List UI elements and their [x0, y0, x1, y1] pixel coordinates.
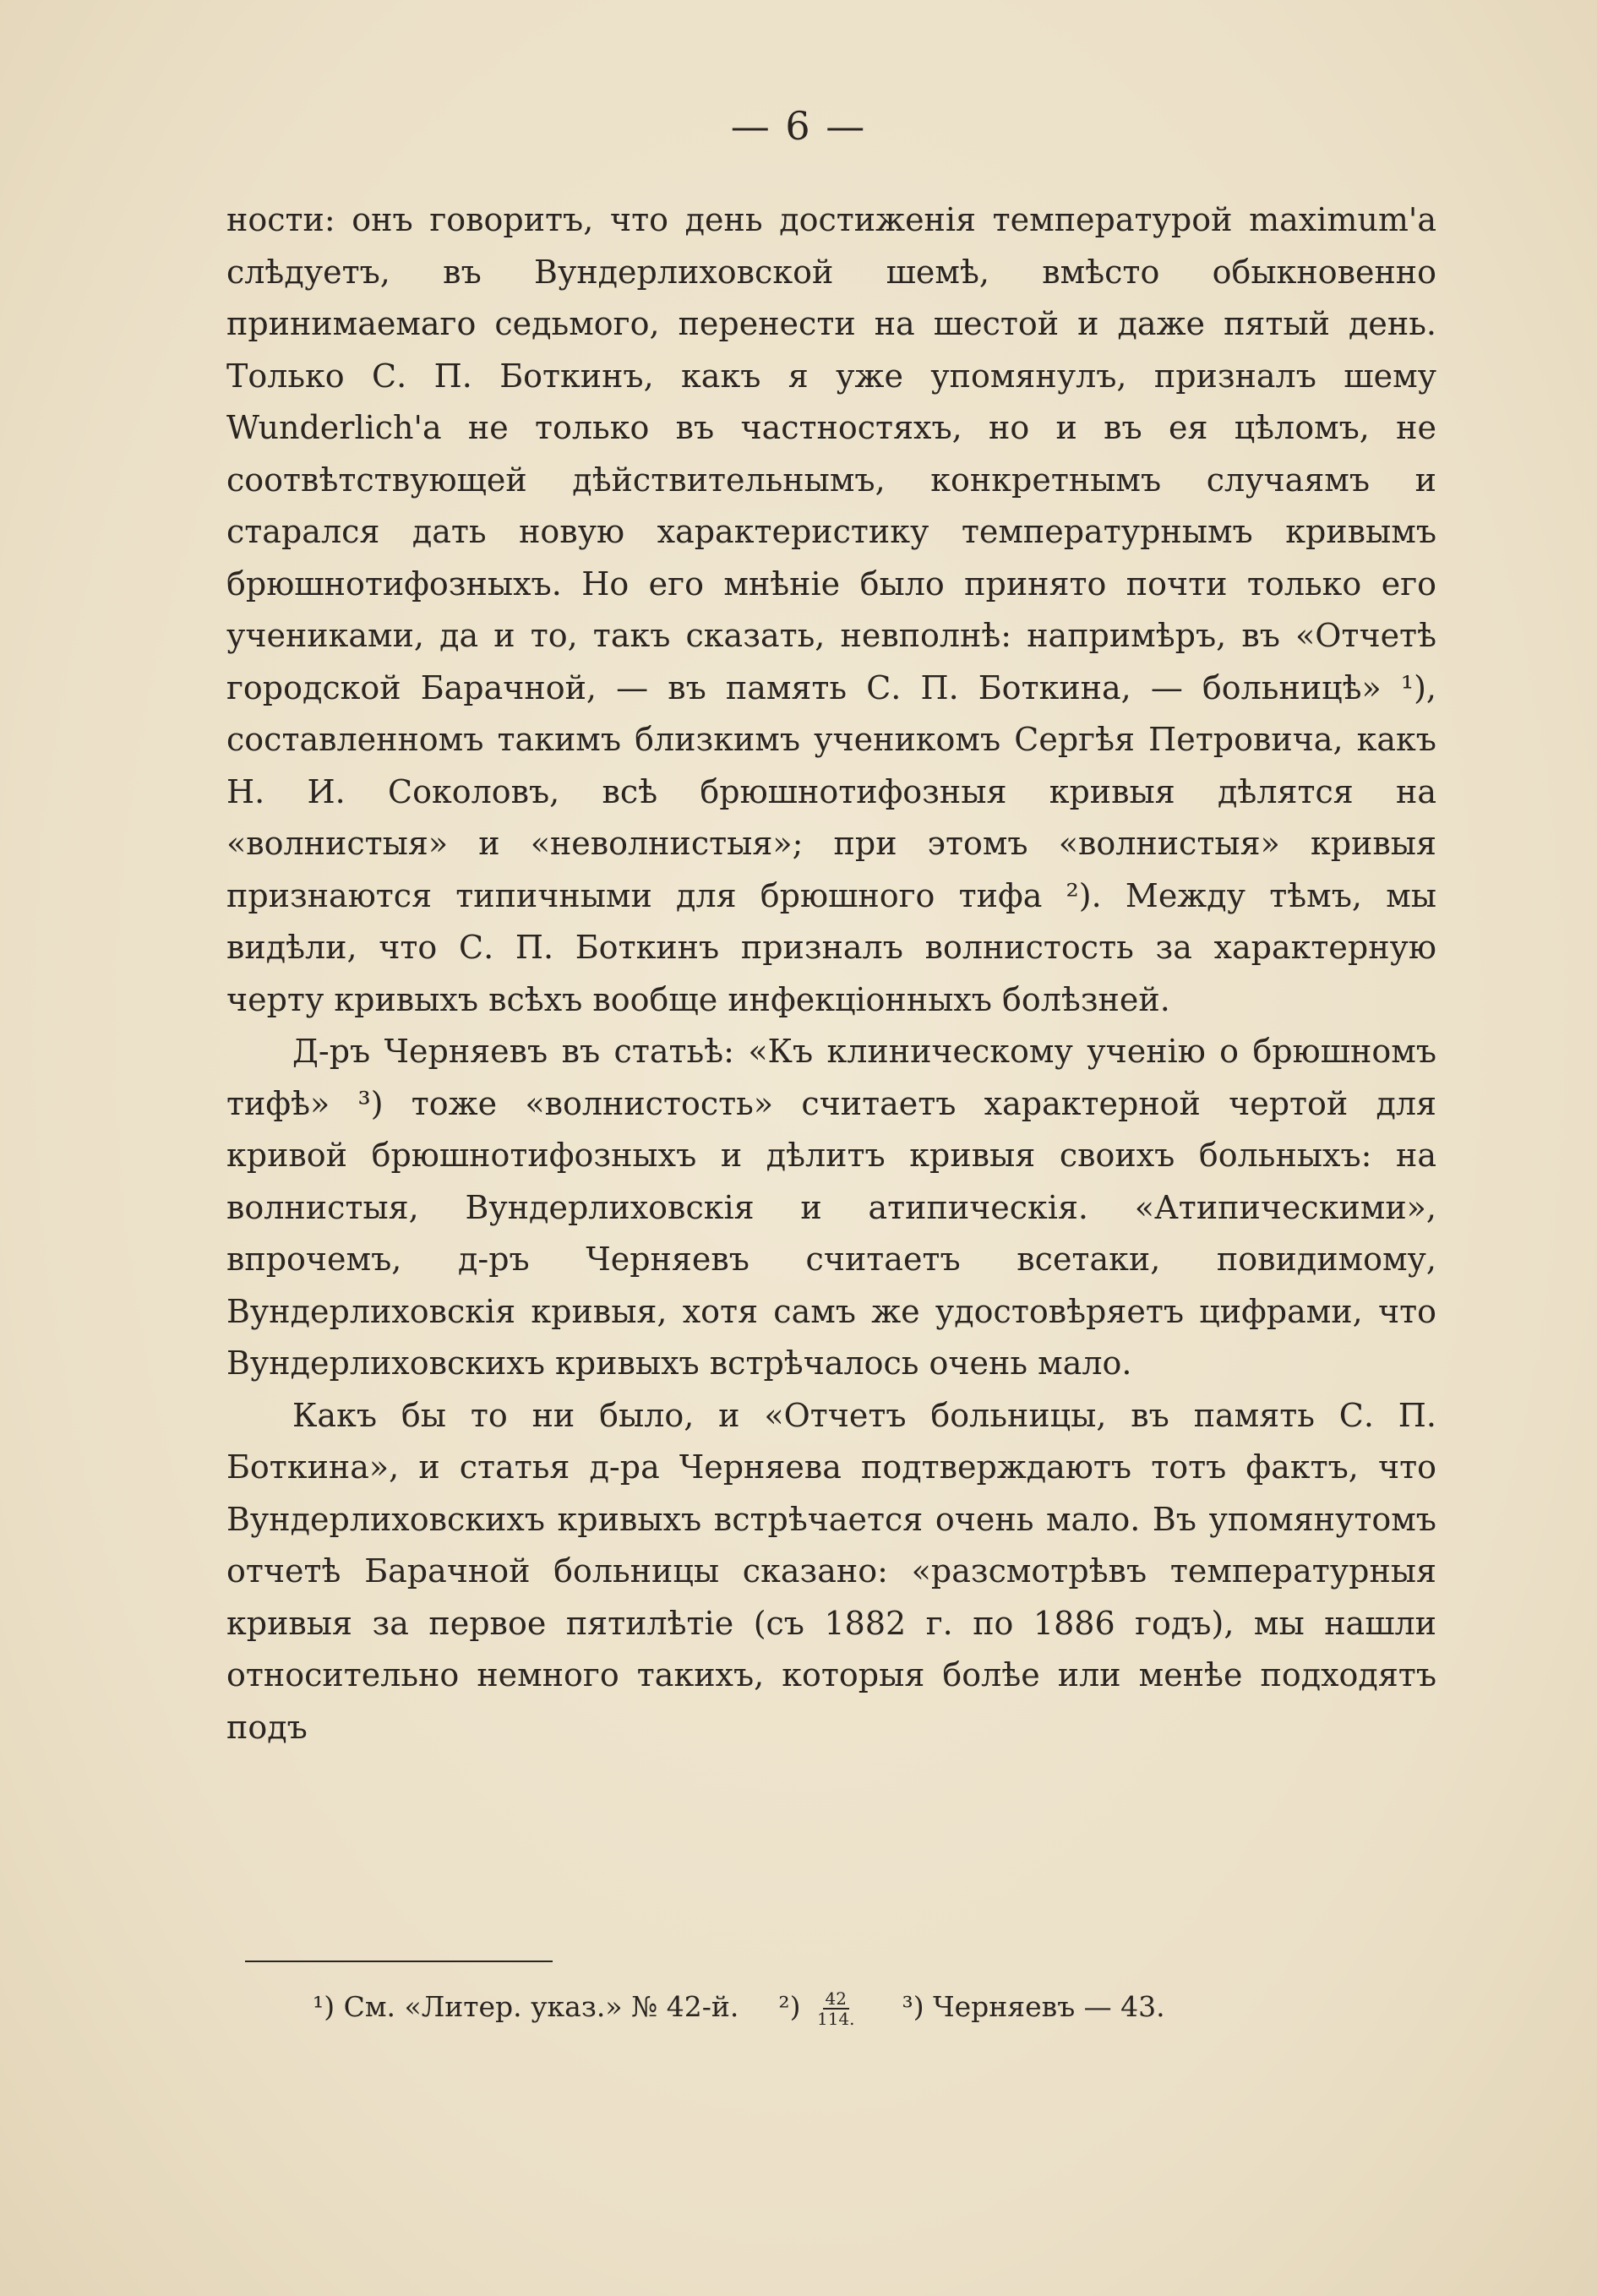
footnote-2-denominator: 114.: [816, 2009, 855, 2029]
footnote-2-numerator: 42: [823, 1989, 849, 2010]
footnote-2-marker: ²): [778, 1990, 801, 2023]
paragraph-2: Д-ръ Черняевъ въ статьѣ: «Къ клиническому ученію о брюшномъ тифѣ» ³) тоже «волнистость» считаетъ характерной чертой для кривой брюшнотифозныхъ и дѣлитъ кривыя своихъ больныхъ: на волнистыя, Вундерлиховскія и атипическія. «Атипическими», впрочемъ, д-ръ Черняевъ считаетъ всетаки, повидимому, Вундерлиховскія кривыя, хотя самъ же удостовѣряетъ цифрами, что Вундерлиховскихъ кривыхъ встрѣчалось очень мало.: [226, 1033, 1436, 1382]
footnote-2-fraction: [815, 1989, 858, 2028]
body-text: [226, 194, 1436, 1753]
footnote-3-text: Черняевъ — 43.: [933, 1990, 1165, 2023]
paragraph-1: ности: онъ говоритъ, что день достиженія температурой maximum'а слѣдуетъ, въ Вундерлиховской шемѣ, вмѣсто обыкновенно принимаемаго седьмого, перенести на шестой и даже пятый день. Только С. П. Боткинъ, какъ я уже упомянулъ, призналъ шему Wunderlich'а не только въ частностяхъ, но и въ ея цѣломъ, не соотвѣтствующей дѣйствительнымъ, конкретнымъ случаямъ и старался дать новую характеристику температурнымъ кривымъ брюшнотифозныхъ. Но его мнѣніе было принято почти только его учениками, да и то, такъ сказать, невполнѣ: напримѣръ, въ «Отчетѣ городской Барачной, — въ память С. П. Боткина, — больницѣ» ¹), составленномъ такимъ близкимъ ученикомъ Сергѣя Петровича, какъ Н. И. Соколовъ, всѣ брюшнотифозныя кривыя дѣлятся на «волнистыя» и «неволнистыя»; при этомъ «волнистыя» кривыя признаются типичными для брюшного тифа ²). Между тѣмъ, мы видѣли, что С. П. Боткинъ призналъ волнистость за характерную черту кривыхъ всѣхъ вообще инфекціонныхъ болѣзней.: [226, 201, 1436, 1018]
page-number: — 6 —: [730, 103, 867, 149]
footnotes: [313, 1977, 1327, 2037]
footnote-divider: [245, 1961, 553, 1962]
paragraph-3: Какъ бы то ни было, и «Отчетъ больницы, въ память С. П. Боткина», и статья д-ра Черняева подтверждаютъ тотъ фактъ, что Вундерлиховскихъ кривыхъ встрѣчается очень мало. Въ упомянутомъ отчетѣ Барачной больницы сказано: «разсмотрѣвъ температурныя кривыя за первое пятилѣтіе (съ 1882 г. по 1886 годъ), мы нашли относительно немного такихъ, которыя болѣе или менѣе подходятъ подъ: [226, 1396, 1436, 1746]
footnote-1-marker: ¹): [313, 1990, 335, 2023]
footnote-3-marker: ³): [902, 1990, 924, 2023]
footnote-1-text: См. «Литер. указ.» № 42-й.: [343, 1990, 739, 2023]
